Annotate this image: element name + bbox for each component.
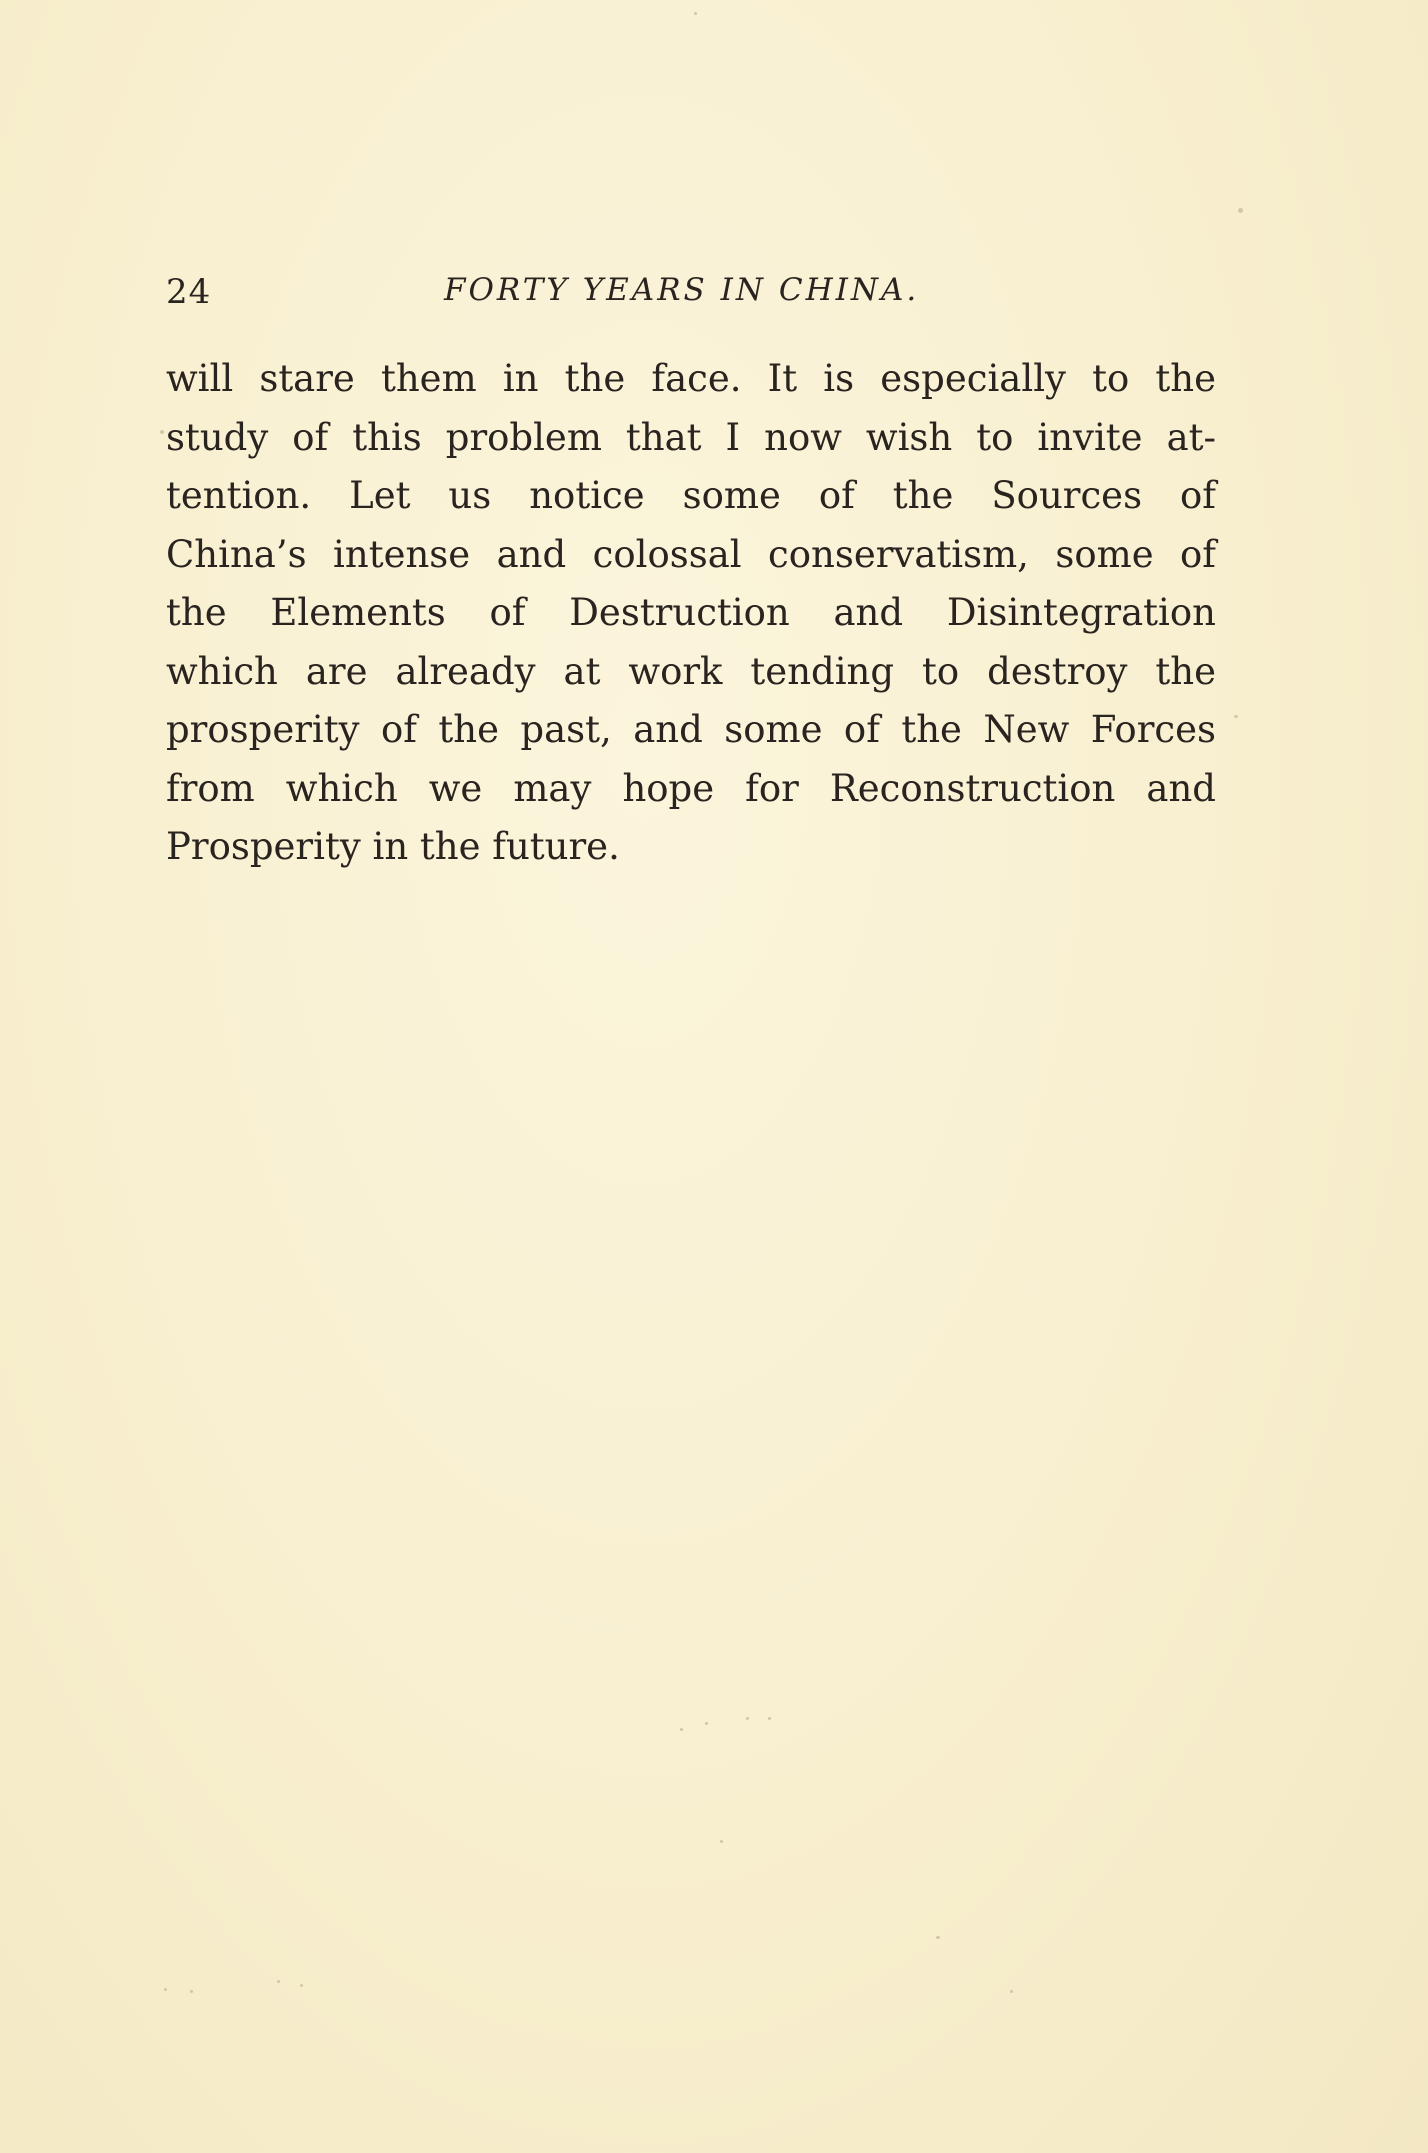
text-line: from which we may hope for Reconstruction and — [166, 766, 1216, 810]
text-line: which are already at work tending to destroy the — [166, 649, 1216, 693]
running-title: FORTY YEARS IN CHINA. — [444, 272, 920, 308]
paper-speck — [160, 430, 164, 434]
paper-speck — [746, 1717, 749, 1720]
paper-speck — [300, 1984, 303, 1987]
paper-speck — [680, 1728, 683, 1731]
paper-speck — [1238, 208, 1243, 213]
paper-speck — [705, 1722, 708, 1725]
paper-speck — [164, 1988, 167, 1991]
paper-speck — [694, 12, 697, 15]
paper-speck — [1010, 1990, 1013, 1993]
paper-speck — [1234, 715, 1238, 718]
text-line: Prosperity in the future. — [166, 825, 620, 868]
text-line: study of this problem that I now wish to invite at- — [166, 415, 1216, 459]
paper-speck — [768, 1717, 771, 1720]
paper-speck — [190, 1990, 193, 1993]
page-number: 24 — [166, 272, 212, 312]
paper-speck — [936, 1936, 940, 1939]
paper-speck — [277, 1980, 280, 1983]
text-line: prosperity of the past, and some of the New Forces — [166, 708, 1216, 751]
text-line: China’s intense and colossal conservatism, some of — [166, 532, 1216, 576]
running-head — [166, 272, 1216, 322]
text-line: will stare them in the face. It is especially to the — [166, 357, 1216, 400]
body-paragraph — [166, 350, 1216, 877]
text-line: the Elements of Destruction and Disintegration — [166, 591, 1216, 634]
text-line: tention. Let us notice some of the Sources of — [166, 474, 1216, 517]
paper-speck — [720, 1840, 723, 1843]
